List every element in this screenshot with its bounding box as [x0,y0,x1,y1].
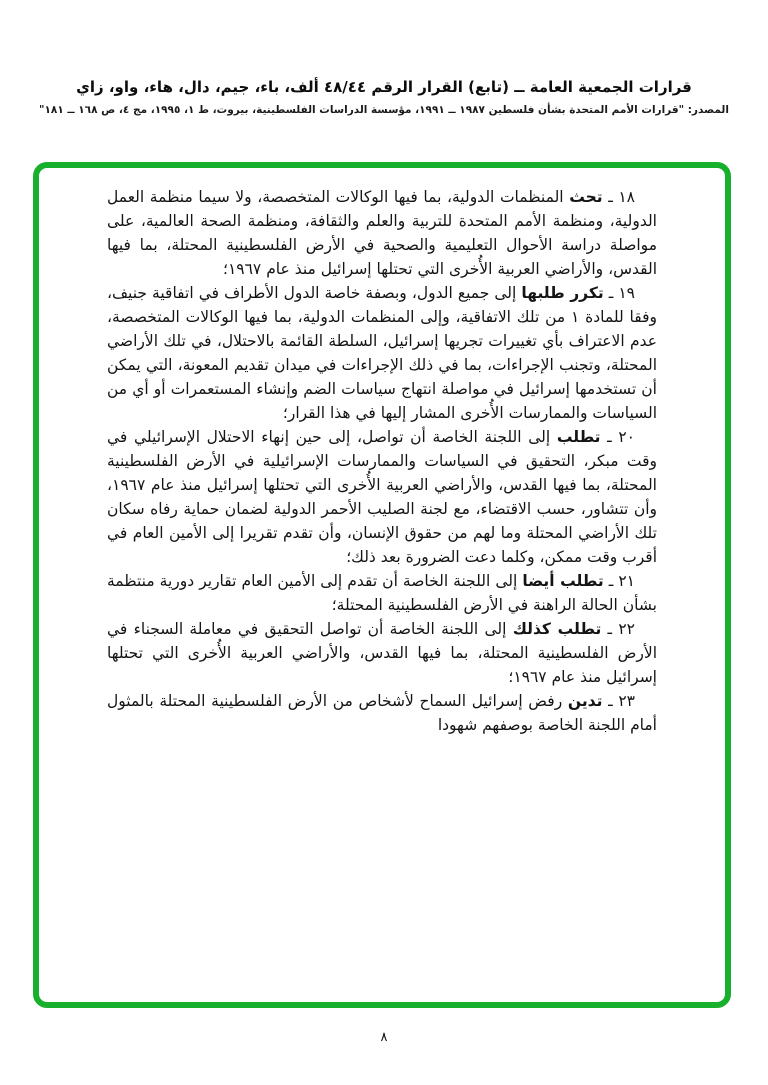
page-header-source: المصدر: "قرارات الأمم المتحدة بشأن فلسطين ١٩٨٧ ــ ١٩٩١، مؤسسة الدراسات الفلسطينية، بيروت، ط ١، ١٩٩٥، مج ٤، ص ١٦٨ ــ ١٨١" [39,104,729,116]
paragraph-text: إلى اللجنة الخاصة أن تقدم إلى الأمين العام تقارير دورية منتظمة بشأن الحالة الراهنة في الأرض الفلسطينية المحتلة؛ [107,572,657,614]
paragraph-number-separator: ـ [603,284,619,302]
paragraph-number-separator: ـ [603,572,619,590]
paragraph-number: ١٩ [618,284,635,302]
paragraph-lead-word: تدين [567,692,603,710]
paragraph-number: ٢١ [618,572,635,590]
resolution-paragraph [107,185,657,281]
paragraph-number: ٢٢ [618,620,635,638]
paragraph-lead-word: تحث [569,188,603,206]
paragraph-lead-word: تطلب كذلك [512,620,602,638]
resolution-paragraph [107,617,657,689]
paragraph-number-separator: ـ [602,692,619,710]
paragraph-text: إلى اللجنة الخاصة أن تواصل، إلى حين إنهاء الاحتلال الإسرائيلي في وقت مبكر، التحقيق في السياسات والممارسات الإسرائيلية في الأرض الفلسطينية المحتلة، بما فيها القدس، والأراضي العربية الأُخرى التي تحتلها إسرائيل منذ عام ١٩٦٧، وأن تتشاور، حسب الاقتضاء، مع لجنة الصليب الأحمر الدولية لضمان حماية رفاه سكان تلك الأراضي المحتلة وما لهم من حقوق الإنسان، وأن تقدم تقريرا إلى الأمين العام في أقرب وقت ممكن، وكلما دعت الضرورة بعد ذلك؛ [107,428,657,566]
paragraph-text: رفض إسرائيل السماح لأشخاص من الأرض الفلسطينية المحتلة بالمثول أمام اللجنة الخاصة بوصفهم شهودا [107,692,657,734]
paragraph-number: ٢٠ [618,428,635,446]
paragraph-text: إلى جميع الدول، وبصفة خاصة الدول الأطراف في اتفاقية جنيف، وفقا للمادة ١ من تلك الاتفاقية، وإلى المنظمات الدولية، بما فيها الوكالات المتخصصة، عدم الاعتراف بأي تغييرات تجريها إسرائيل، السلطة القائمة بالاحتلال، في تلك الأراضي المحتلة، وتجنب الإجراءات، بما في ذلك الإجراءات في ميدان تقديم المعونة، التي يمكن أن تستخدمها إسرائيل في مواصلة انتهاج سياسات الضم وإنشاء المستعمرات أو أي من السياسات والممارسات الأُخرى المشار إليها في هذا القرار؛ [107,284,657,422]
paragraph-text: إلى اللجنة الخاصة أن تواصل التحقيق في معاملة السجناء في الأرض الفلسطينية المحتلة، بما فيها القدس، والأراضي العربية الأُخرى التي تحتلها إسرائيل منذ عام ١٩٦٧؛ [107,620,657,686]
paragraph-number-separator: ـ [602,188,619,206]
resolution-paragraph [107,689,657,737]
paragraph-number-separator: ـ [600,428,619,446]
paragraph-text: المنظمات الدولية، بما فيها الوكالات المتخصصة، ولا سيما منظمة العمل الدولية، ومنظمة الأمم المتحدة للتربية والعلم والثقافة، ومنظمة الصحة العالمية، على مواصلة دراسة الأحوال التعليمية والصحية في الأرض الفلسطينية المحتلة، بما فيها القدس، والأراضي العربية الأُخرى التي تحتلها إسرائيل منذ عام ١٩٦٧؛ [107,188,657,278]
resolution-paragraph [107,425,657,569]
paragraph-lead-word: تطلب [556,428,601,446]
paragraph-number-separator: ـ [601,620,619,638]
paragraph-lead-word: تكرر طلبها [521,284,604,302]
page-number: ٨ [380,1030,388,1045]
paragraph-lead-word: تطلب أيضا [522,572,604,590]
page-header-title: قرارات الجمعية العامة ــ (تابع) القرار الرقم ٤٨/٤٤ ألف، باء، جيم، دال، هاء، واو، زاي [76,78,692,96]
document-body [107,185,657,737]
paragraph-number: ٢٣ [618,692,635,710]
resolution-paragraph [107,569,657,617]
paragraph-number: ١٨ [618,188,635,206]
resolution-paragraph [107,281,657,425]
